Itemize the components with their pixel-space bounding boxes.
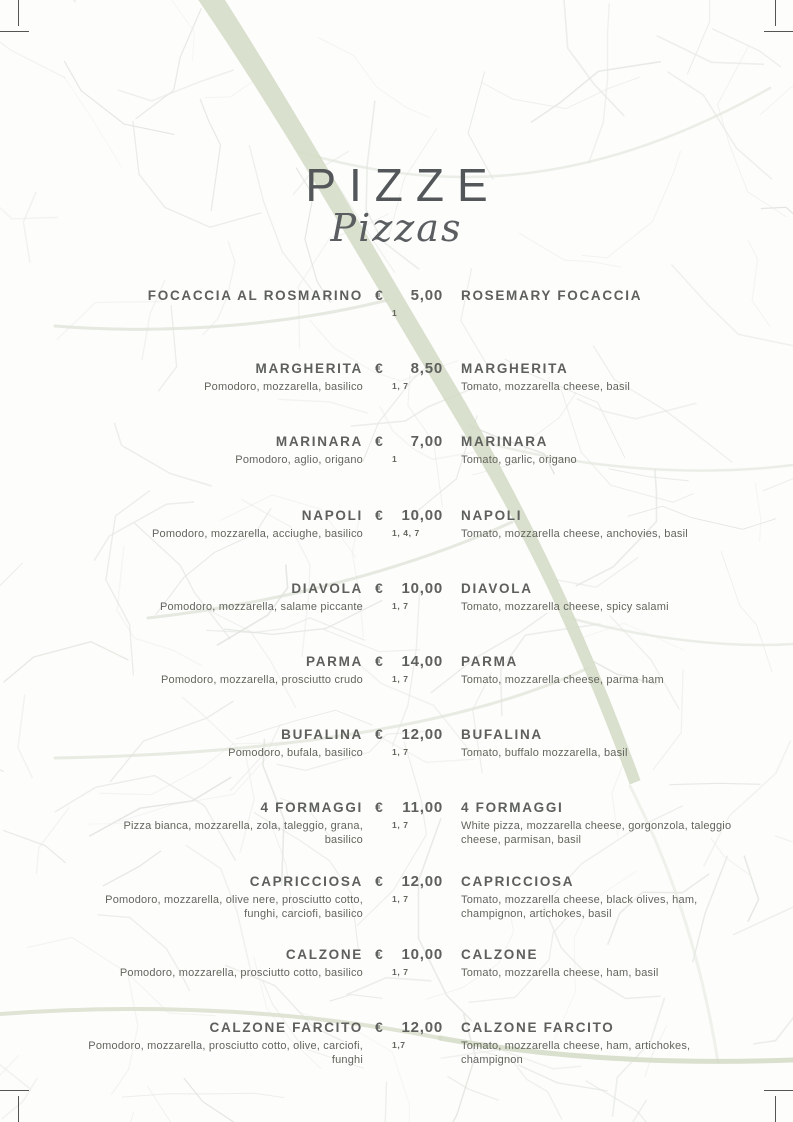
- item-price-line: [375, 360, 443, 377]
- item-column-english: [449, 1019, 735, 1067]
- item-column-italian: [57, 1019, 363, 1067]
- item-allergen-numbers: 1, 7: [392, 747, 409, 757]
- currency-symbol: €: [375, 653, 383, 669]
- item-column-price: [369, 799, 443, 847]
- item-name-italian: CAPRICCIOSA: [249, 874, 363, 889]
- item-name-english: MARINARA: [461, 434, 549, 449]
- menu-item-row: [57, 653, 735, 687]
- item-price: 12,00: [401, 726, 443, 743]
- item-name-italian: CALZONE FARCITO: [209, 1020, 363, 1035]
- item-description-english: Tomato, mozzarella cheese, parma ham: [461, 674, 664, 686]
- item-name-english: CALZONE FARCITO: [461, 1020, 615, 1035]
- page-title: PIZZE: [305, 159, 501, 211]
- item-name-italian: MARGHERITA: [255, 361, 363, 376]
- item-name-italian: DIAVOLA: [291, 581, 363, 596]
- item-column-price: [369, 1019, 443, 1067]
- item-price-line: [375, 433, 443, 450]
- crop-mark-bottom-left-horizontal: [0, 1090, 29, 1091]
- item-description-italian: Pomodoro, bufala, basilico: [228, 747, 363, 759]
- item-name-english: CAPRICCIOSA: [461, 874, 575, 889]
- currency-symbol: €: [375, 946, 383, 962]
- menu-item-row: [57, 287, 735, 318]
- item-column-italian: [57, 726, 363, 760]
- item-description-english: Tomato, buffalo mozzarella, basil: [461, 747, 628, 759]
- item-price-line: [375, 653, 443, 670]
- item-column-price: [369, 360, 443, 394]
- item-column-english: [449, 726, 735, 760]
- item-description-italian: Pomodoro, mozzarella, salame piccante: [159, 601, 363, 613]
- item-column-italian: [57, 580, 363, 614]
- currency-symbol: €: [375, 726, 383, 742]
- item-name-italian: CALZONE: [285, 947, 363, 962]
- item-column-price: [369, 580, 443, 614]
- currency-symbol: €: [375, 433, 383, 449]
- item-description-italian: Pizza bianca, mozzarella, zola, taleggio, grana, basilico: [123, 820, 363, 846]
- item-description-english: Tomato, mozzarella cheese, black olives, ham, champignon, artichokes, basil: [461, 894, 698, 920]
- item-name-english: DIAVOLA: [461, 581, 533, 596]
- item-column-english: [449, 433, 735, 467]
- crop-mark-top-right-horizontal: [764, 31, 793, 32]
- item-name-italian: PARMA: [306, 654, 363, 669]
- currency-symbol: €: [375, 799, 383, 815]
- item-column-english: [449, 287, 735, 318]
- item-price: 10,00: [401, 946, 443, 963]
- item-description-italian: Pomodoro, mozzarella, prosciutto crudo: [160, 674, 363, 686]
- crop-mark-top-left-vertical: [18, 0, 19, 26]
- item-price: 12,00: [401, 873, 443, 890]
- item-price: 5,00: [410, 287, 443, 304]
- item-name-english: CALZONE: [461, 947, 539, 962]
- item-column-english: [449, 946, 735, 980]
- item-description-english: Tomato, mozzarella cheese, basil: [461, 381, 631, 393]
- item-column-price: [369, 507, 443, 541]
- item-column-price: [369, 433, 443, 467]
- item-description-english: Tomato, mozzarella cheese, ham, artichokes, champignon: [461, 1040, 691, 1066]
- item-column-price: [369, 726, 443, 760]
- crop-mark-bottom-right-horizontal: [764, 1090, 793, 1091]
- menu-item-row: [57, 360, 735, 394]
- item-column-italian: [57, 799, 363, 847]
- item-description-english: Tomato, mozzarella cheese, anchovies, basil: [461, 528, 688, 540]
- item-name-italian: 4 FORMAGGI: [260, 800, 363, 815]
- item-column-price: [369, 946, 443, 980]
- item-allergen-numbers: 1, 7: [392, 820, 409, 830]
- item-price: 10,00: [401, 507, 443, 524]
- item-name-english: NAPOLI: [461, 508, 523, 523]
- menu-item-row: [57, 799, 735, 847]
- item-column-english: [449, 653, 735, 687]
- item-description-english: Tomato, garlic, origano: [461, 454, 577, 466]
- currency-symbol: €: [375, 360, 383, 376]
- item-name-english: PARMA: [461, 654, 518, 669]
- item-description-english: Tomato, mozzarella cheese, spicy salami: [461, 601, 669, 613]
- item-name-italian: FOCACCIA AL ROSMARINO: [147, 288, 363, 303]
- currency-symbol: €: [375, 1019, 383, 1035]
- crop-mark-top-left-horizontal: [0, 31, 29, 32]
- item-column-english: [449, 873, 735, 921]
- item-column-price: [369, 653, 443, 687]
- menu-item-row: [57, 507, 735, 541]
- item-allergen-numbers: 1: [392, 308, 398, 318]
- currency-symbol: €: [375, 287, 383, 303]
- item-column-english: [449, 507, 735, 541]
- item-price: 12,00: [401, 1019, 443, 1036]
- item-column-italian: [57, 433, 363, 467]
- item-name-english: BUFALINA: [461, 727, 543, 742]
- item-column-english: [449, 799, 735, 847]
- crop-mark-bottom-right-vertical: [775, 1096, 776, 1122]
- currency-symbol: €: [375, 873, 383, 889]
- crop-mark-top-right-vertical: [775, 0, 776, 26]
- item-description-italian: Pomodoro, mozzarella, prosciutto cotto, olive, carciofi, funghi: [88, 1040, 363, 1066]
- item-allergen-numbers: 1,7: [392, 1040, 406, 1050]
- item-price-line: [375, 946, 443, 963]
- item-allergen-numbers: 1, 7: [392, 674, 409, 684]
- item-description-english: Tomato, mozzarella cheese, ham, basil: [461, 967, 659, 979]
- item-column-italian: [57, 287, 363, 318]
- item-price-line: [375, 726, 443, 743]
- item-price: 11,00: [402, 799, 443, 816]
- menu-item-row: [57, 726, 735, 760]
- item-allergen-numbers: 1, 7: [392, 967, 409, 977]
- item-description-italian: Pomodoro, mozzarella, olive nere, prosciutto cotto, funghi, carciofi, basilico: [105, 894, 363, 920]
- item-allergen-numbers: 1: [392, 454, 398, 464]
- item-price-line: [375, 799, 443, 816]
- page-subtitle: Pizzas: [330, 205, 463, 250]
- item-description-italian: Pomodoro, aglio, origano: [235, 454, 363, 466]
- item-price-line: [375, 873, 443, 890]
- item-column-italian: [57, 946, 363, 980]
- item-column-english: [449, 360, 735, 394]
- item-allergen-numbers: 1, 4, 7: [392, 528, 420, 538]
- item-name-english: MARGHERITA: [461, 361, 569, 376]
- item-column-italian: [57, 360, 363, 394]
- item-column-italian: [57, 507, 363, 541]
- item-column-english: [449, 580, 735, 614]
- menu-item-row: [57, 433, 735, 467]
- item-price-line: [375, 287, 443, 304]
- item-allergen-numbers: 1, 7: [392, 601, 409, 611]
- item-name-italian: MARINARA: [275, 434, 363, 449]
- currency-symbol: €: [375, 580, 383, 596]
- item-name-english: ROSEMARY FOCACCIA: [461, 288, 643, 303]
- item-name-italian: BUFALINA: [281, 727, 363, 742]
- item-column-price: [369, 287, 443, 318]
- item-column-price: [369, 873, 443, 921]
- item-description-italian: Pomodoro, mozzarella, basilico: [204, 381, 363, 393]
- item-price: 14,00: [401, 653, 443, 670]
- item-price: 10,00: [401, 580, 443, 597]
- item-price: 8,50: [410, 360, 443, 377]
- item-allergen-numbers: 1, 7: [392, 381, 409, 391]
- item-price-line: [375, 580, 443, 597]
- crop-mark-bottom-left-vertical: [18, 1096, 19, 1122]
- menu-item-row: [57, 946, 735, 980]
- item-description-italian: Pomodoro, mozzarella, acciughe, basilico: [152, 528, 363, 540]
- item-price: 7,00: [410, 433, 443, 450]
- item-name-italian: NAPOLI: [301, 508, 363, 523]
- item-column-italian: [57, 653, 363, 687]
- item-name-english: 4 FORMAGGI: [461, 800, 564, 815]
- menu-item-row: [57, 580, 735, 614]
- menu-item-row: [57, 1019, 735, 1067]
- item-column-italian: [57, 873, 363, 921]
- item-allergen-numbers: 1, 7: [392, 894, 409, 904]
- item-description-english: White pizza, mozzarella cheese, gorgonzola, taleggio cheese, parmisan, basil: [461, 820, 732, 846]
- item-description-italian: Pomodoro, mozzarella, prosciutto cotto, basilico: [119, 967, 363, 979]
- item-price-line: [375, 507, 443, 524]
- currency-symbol: €: [375, 507, 383, 523]
- item-price-line: [375, 1019, 443, 1036]
- menu-item-row: [57, 873, 735, 921]
